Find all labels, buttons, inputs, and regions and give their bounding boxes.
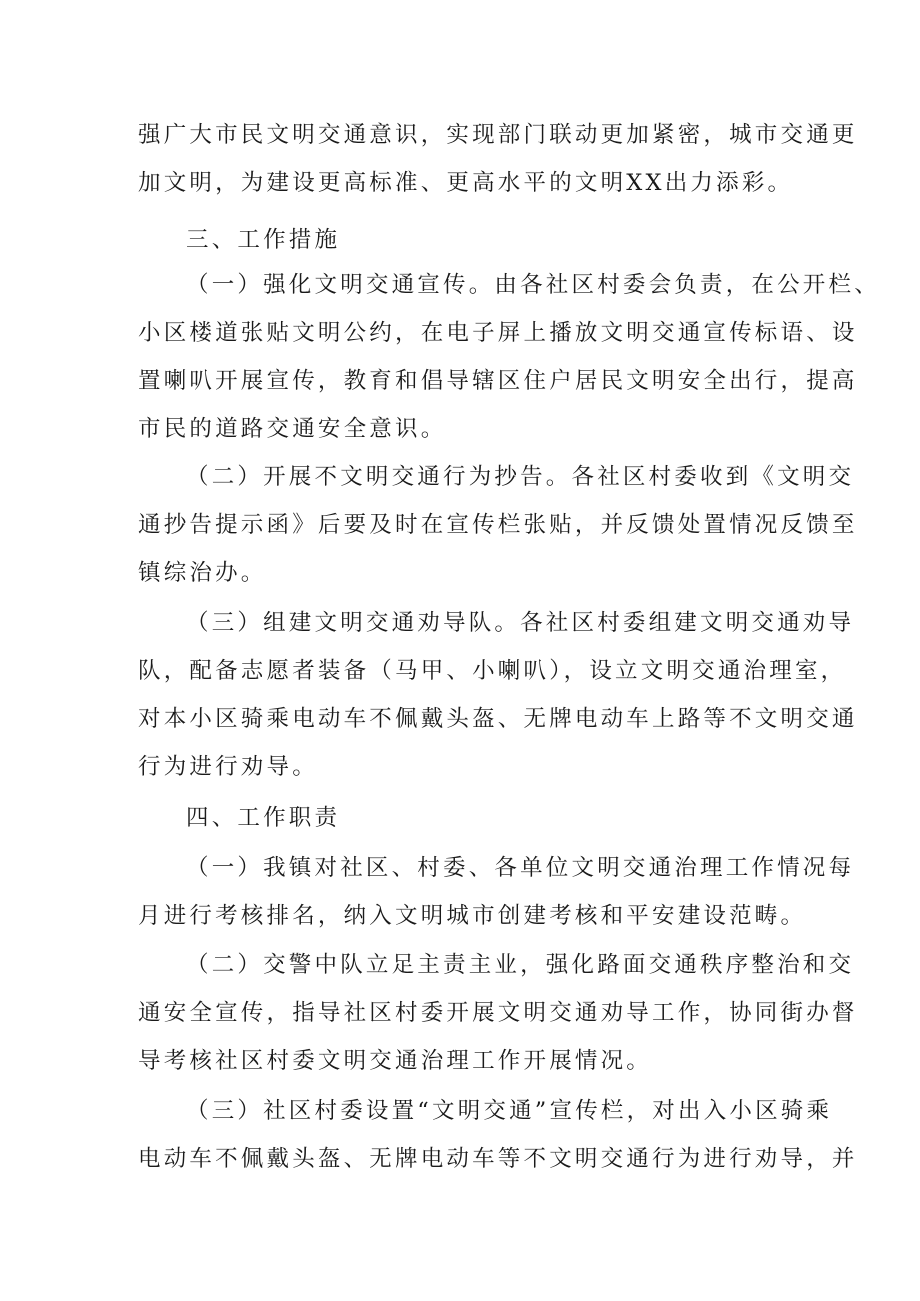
paragraph-line: 月进行考核排名，纳入文明城市创建考核和平安建设范畴。 (138, 903, 807, 929)
paragraph-line: （一）强化文明交通宣传。由各社区村委会负责，在公开栏、 (186, 272, 880, 298)
paragraph-line: （二）交警中队立足主责主业，强化路面交通秩序整治和交 (186, 952, 855, 978)
paragraph-line: 电动车不佩戴头盔、无牌电动车等不文明交通行为进行劝导，并 (138, 1146, 858, 1172)
paragraph-line: 行为进行劝导。 (138, 754, 318, 780)
paragraph-line: 小区楼道张贴文明公约，在电子屏上播放文明交通宣传标语、设 (138, 320, 858, 346)
paragraph-line: 镇综治办。 (138, 560, 267, 586)
paragraph-line: （一）我镇对社区、村委、各单位文明交通治理工作情况每 (186, 855, 855, 881)
paragraph-line: 对本小区骑乘电动车不佩戴头盔、无牌电动车上路等不文明交通 (138, 706, 858, 732)
paragraph-line: 市民的道路交通安全意识。 (138, 416, 447, 442)
paragraph-line: 通安全宣传，指导社区村委开展文明交通劝导工作，协同街办督 (138, 1000, 858, 1026)
section-heading-duties: 四、工作职责 (186, 805, 341, 831)
section-heading-measures: 三、工作措施 (186, 227, 341, 253)
paragraph-line: 导考核社区村委文明交通治理工作开展情况。 (138, 1048, 653, 1074)
paragraph-line: 加文明，为建设更高标准、更高水平的文明XX出力添彩。 (138, 170, 794, 196)
paragraph-line: （三）社区村委设置“文明交通”宣传栏，对出入小区骑乘 (186, 1098, 833, 1124)
paragraph-line: （二）开展不文明交通行为抄告。各社区村委收到《文明交 (186, 464, 855, 490)
paragraph-line: （三）组建文明交通劝导队。各社区村委组建文明交通劝导 (186, 610, 855, 636)
paragraph-line: 队，配备志愿者装备（马甲、小喇叭），设立文明交通治理室， (138, 658, 847, 684)
paragraph-line: 置喇叭开展宣传，教育和倡导辖区住户居民文明安全出行，提高 (138, 368, 858, 394)
paragraph-line: 通抄告提示函》后要及时在宣传栏张贴，并反馈处置情况反馈至 (138, 512, 858, 538)
paragraph-line: 强广大市民文明交通意识，实现部门联动更加紧密，城市交通更 (138, 122, 858, 148)
